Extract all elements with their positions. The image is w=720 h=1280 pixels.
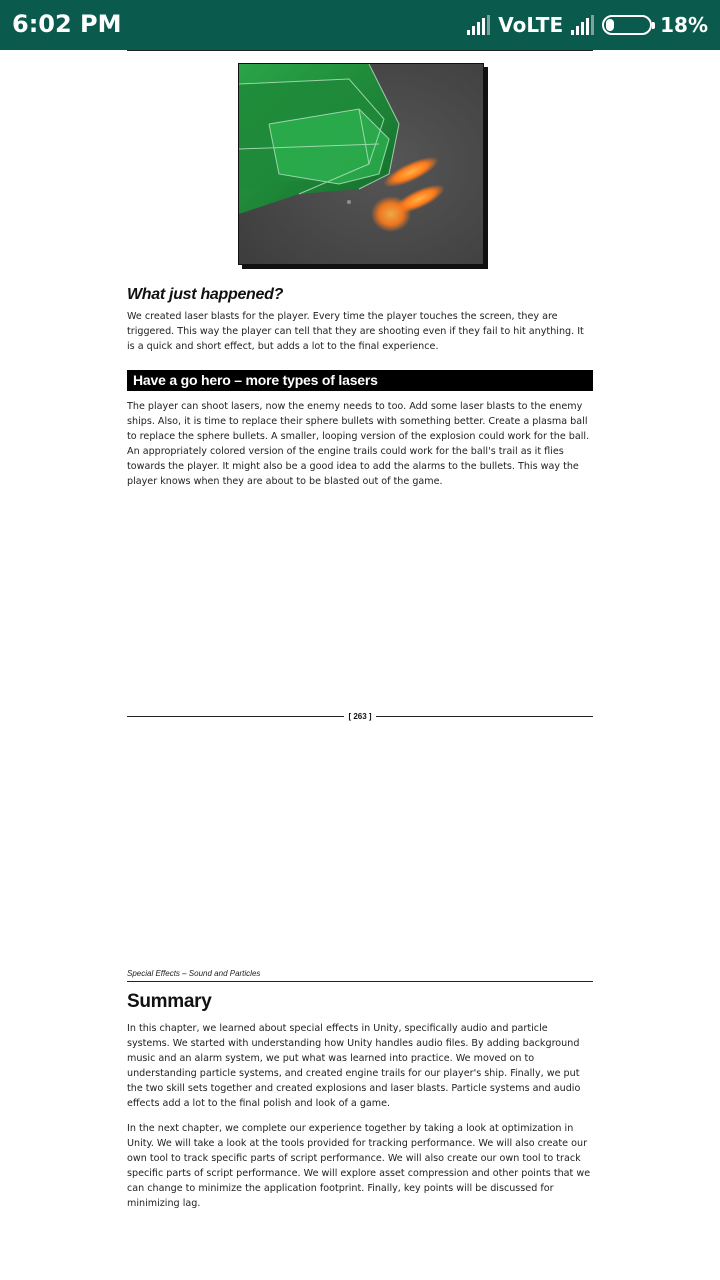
signal-icon (467, 15, 490, 35)
page-number: [ 263 ] (348, 711, 372, 721)
hero-heading: Have a go hero – more types of lasers (127, 370, 593, 391)
battery-icon (602, 15, 652, 35)
running-head-rule (127, 981, 593, 982)
status-bar (0, 0, 720, 50)
page-number-row (127, 708, 593, 724)
summary-paragraph-2: In the next chapter, we complete our experience together by taking a look at optimization in Unity. We will take a look at the tools provided for tracking performance. We will also create our own tool to track specific parts of script performance. We will also create our own tool to track specific parts of script performance. We will explore asset compression and other points that we can change to minimize the application footprint. Finally, key points will be discussed for minimizing lag. (127, 1123, 591, 1209)
what-happened-paragraph: We created laser blasts for the player. Every time the player touches the screen, they are triggered. This way the player can tell that they are shooting even if they fail to hit anything. It is a quick and short effect, but adds a lot to the final experience. (127, 311, 584, 352)
status-icons (467, 12, 708, 38)
network-type: VoLTE (498, 13, 564, 37)
status-time: 6:02 PM (12, 10, 122, 38)
hero-paragraph: The player can shoot lasers, now the enemy needs to too. Add some laser blasts to the enemy ships. Also, it is time to replace their sphere bullets with something better. Create a plasma ball to replace the sphere bullets. A smaller, looping version of the explosion could work for the ball. An appropriately colored version of the engine trails could work for the ball's trail as it flies towards the player. It might also be a good idea to add the alarms to the bullets. This way the player knows when they are about to be blasted out of the game. (127, 401, 590, 487)
battery-fill (606, 19, 614, 31)
battery-percent: 18% (660, 13, 708, 37)
footer-rule-left (127, 716, 344, 717)
spaceship-illustration (239, 64, 483, 264)
what-just-happened-heading: What just happened? (127, 286, 284, 303)
page-top-rule (127, 50, 593, 51)
summary-heading: Summary (127, 991, 212, 1012)
running-head: Special Effects – Sound and Particles (127, 969, 261, 978)
signal-icon-2 (571, 15, 594, 35)
spaceship-laser-figure (238, 63, 484, 265)
summary-paragraph-1: In this chapter, we learned about special effects in Unity, specifically audio and particle systems. We started with understanding how Unity handles audio files. By adding background music and an alarm system, we put what was learned into practice. We moved on to understanding particle systems, and created engine trails for our player's ship. Finally, we put the two skill sets together and created explosions and laser blasts. Particle systems and audio effects add a lot to the final polish and look of a game. (127, 1023, 581, 1109)
footer-rule-right (376, 716, 593, 717)
